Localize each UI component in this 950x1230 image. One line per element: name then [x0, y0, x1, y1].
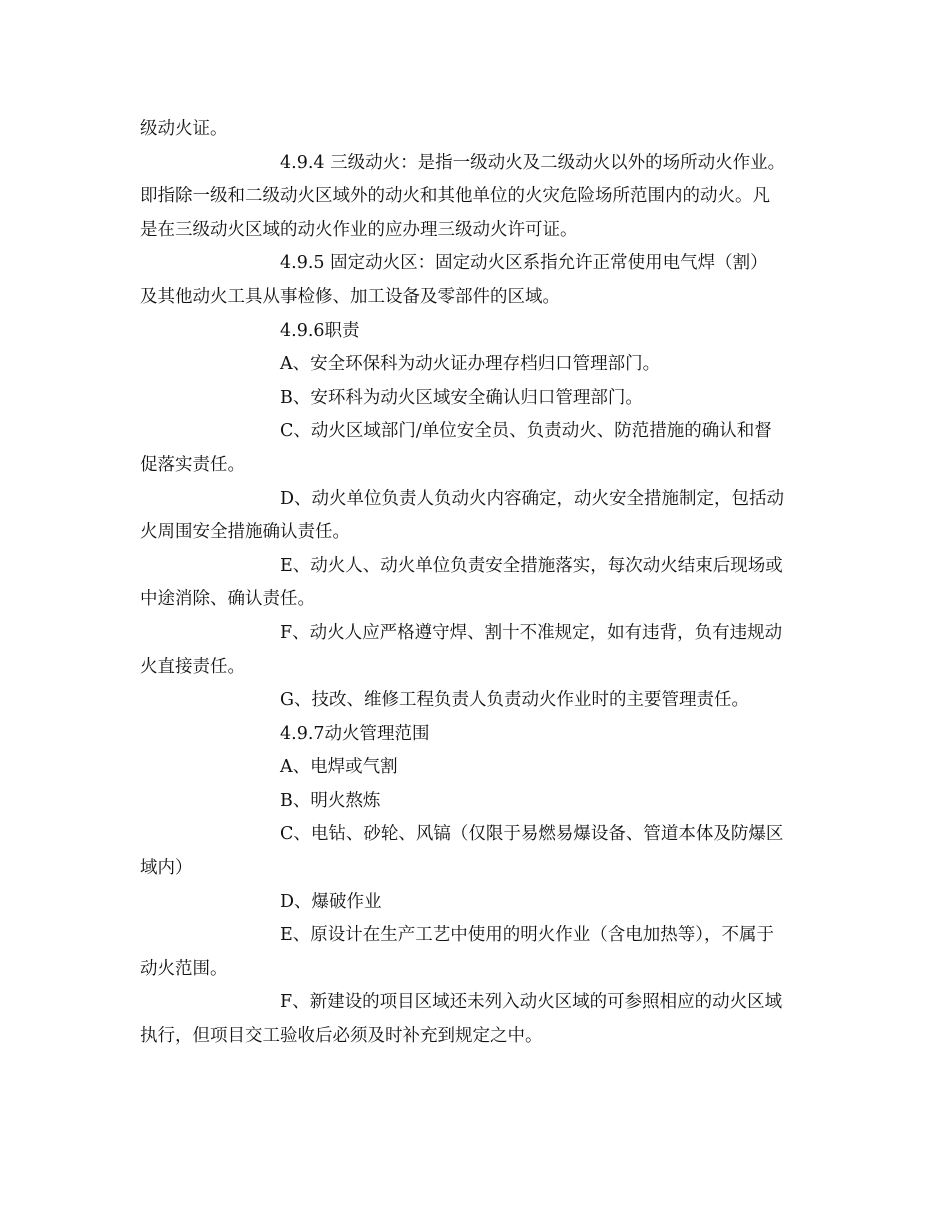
list-item-responsibility-a: A、安全环保科为动火证办理存档归口管理部门。 — [280, 354, 661, 375]
list-item-responsibility-c: C、动火区域部门/单位安全员、负责动火、防范措施的确认和督 — [280, 421, 772, 442]
list-item-scope-b: B、明火熬炼 — [280, 790, 381, 811]
text-line: 中途消除、确认责任。 — [140, 589, 315, 610]
text-line: 促落实责任。 — [140, 454, 245, 475]
section-heading-4-9-7: 4.9.7动火管理范围 — [280, 723, 430, 744]
text-line: 即指除一级和二级动火区域外的动火和其他单位的火灾危险场所范围内的动火。凡 — [140, 186, 770, 207]
section-heading-4-9-6: 4.9.6职责 — [280, 320, 360, 341]
list-item-responsibility-e: E、动火人、动火单位负责安全措施落实，每次动火结束后现场或 — [280, 555, 783, 576]
list-item-scope-c: C、电钻、砂轮、风镐（仅限于易燃易爆设备、管道本体及防爆区 — [280, 824, 784, 845]
list-item-scope-d: D、爆破作业 — [280, 891, 382, 912]
text-line: 执行，但项目交工验收后必须及时补充到规定之中。 — [140, 1026, 543, 1047]
list-item-scope-e: E、原设计在生产工艺中使用的明火作业（含电加热等），不属于 — [280, 925, 775, 946]
list-item-scope-a: A、电焊或气割 — [280, 757, 398, 778]
text-line: 及其他动火工具从事检修、加工设备及零部件的区域。 — [140, 286, 560, 307]
list-item-scope-f: F、新建设的项目区域还未列入动火区域的可参照相应的动火区域 — [280, 992, 783, 1013]
list-item-responsibility-g: G、技改、维修工程负责人负责动火作业时的主要管理责任。 — [280, 690, 749, 711]
list-item-responsibility-d: D、动火单位负责人负动火内容确定，动火安全措施制定，包括动 — [280, 488, 785, 509]
section-heading-4-9-4: 4.9.4 三级动火：是指一级动火及二级动火以外的场所动火作业。 — [280, 152, 786, 173]
list-item-responsibility-f: F、动火人应严格遵守焊、割十不准规定，如有违背，负有违规动 — [280, 622, 783, 643]
text-line: 是在三级动火区域的动火作业的应办理三级动火许可证。 — [140, 219, 578, 240]
text-line: 动火范围。 — [140, 958, 228, 979]
text-line: 火直接责任。 — [140, 656, 245, 677]
section-heading-4-9-5: 4.9.5 固定动火区：固定动火区系指允许正常使用电气焊（割） — [280, 253, 768, 274]
text-line: 火周围安全措施确认责任。 — [140, 522, 350, 543]
text-line: 域内） — [140, 858, 193, 879]
document-body — [140, 113, 816, 1054]
list-item-responsibility-b: B、安环科为动火区域安全确认归口管理部门。 — [280, 387, 643, 408]
text-line: 级动火证。 — [140, 119, 228, 139]
